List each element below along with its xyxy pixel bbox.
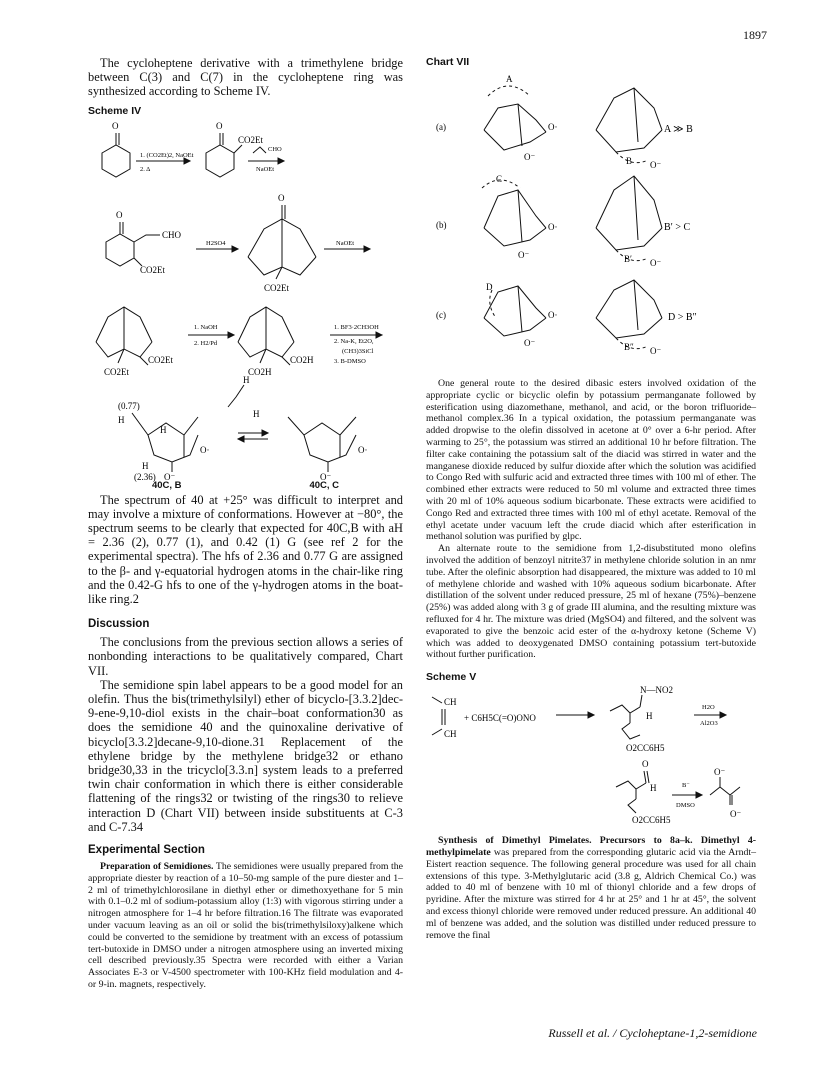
ketoester-o-label: O (216, 120, 223, 131)
row-c-ominus: O⁻ (524, 338, 536, 348)
o-label-r2b: O (278, 192, 285, 203)
o-minus-right: O⁻ (320, 471, 332, 482)
co2h-label-1: CO2H (290, 354, 314, 365)
scheme-v-h: H (646, 711, 653, 722)
scheme-v-o: O (642, 759, 649, 770)
chart-vii-diagram (426, 68, 756, 358)
experimental-heading: Experimental Section (88, 844, 205, 857)
row-c-letter2: B″ (624, 342, 634, 352)
h-mid-label: H (160, 424, 167, 435)
co2et-label-5: CO2Et (104, 366, 130, 377)
row-a-odot: O· (548, 122, 558, 132)
row-c-tag: (c) (436, 310, 446, 320)
conformer-twin-chair (288, 417, 356, 435)
row-b-letter: C (496, 174, 503, 184)
cho-label: CHO (162, 229, 182, 240)
row-a-letter: A (506, 74, 513, 84)
spectrum-paragraph: The spectrum of 40 at +25° was difficult to interpret and may involve a mixture of conformations. However at −80°, the spectrum seems to be clearly that expected for 40C,B with aH = 2.36 (2), 0.77 (1), and 0.42 (1) G (see ref 2 for the experimental spectra). The hfs of 2.36 and 0.77 G are assigned to the β- and γ-equatorial hydrogen atoms in the chair-like ring and the 0.42-G hfs to one of the γ-hydrogen atoms in the boat-like ring.2 (88, 492, 403, 607)
scheme-v-title: Scheme V (426, 671, 477, 684)
naoh-label: 1. NaOH (194, 323, 218, 331)
scheme-v-diagram (426, 683, 756, 825)
discussion-paragraph-1: The conclusions from the previous section allows a series of nonbonding interactions to be qualitatively compared, Chart VII. (88, 635, 403, 678)
label-40cb: 40C, B (151, 479, 182, 491)
naoet-1: NaOEt (256, 165, 275, 173)
scheme-iv-title: Scheme IV (88, 104, 142, 117)
o-label-r2a: O (116, 209, 123, 220)
h2so4-label: H2SO4 (206, 239, 226, 247)
row-b-ominus2: O⁻ (650, 258, 662, 268)
step-2b: (CH3)3SiCl (342, 347, 374, 355)
synthesis-paragraph (426, 835, 756, 941)
row-a-tag: (a) (436, 122, 446, 132)
row-c-odot: O· (548, 310, 558, 320)
row-c-letter: D (486, 282, 493, 292)
h-left-label: H (118, 414, 125, 425)
row-c-ominus2: O⁻ (650, 346, 662, 356)
row-b-ominus: O⁻ (518, 250, 530, 260)
h-bottom-label: H (142, 460, 149, 471)
experimental-text: The semidiones were usually prepared from the appropriate diester by reaction of a 10–50-mg sample of the pure diester and 1–2 ml of trimethylchlorosilane in diethyl ether or dimethoxyethane for 5 min with 0.1–0.2 ml of sodium-potassium alloy (1:3) with vigorous stirring under a nitrogen atmosphere for 1–4 hr before filtration.16 The filtrate was evaporated under vacuum leaving as an oil or solid the bis(trimethylsiloxy)alkene which could be converted to the semidione by treatment with an excess of potassium tert-butoxide in DMSO under a nitrogen atmosphere using an inverted mixing cell described previously.35 Spectra were recorded with either a Varian Associates E-3 or V-4500 spectrometer with 100-KHz field modulation and 4- or 9-in. magnets, respectively. (88, 861, 403, 991)
page-number: 1897 (743, 28, 767, 42)
co2et-label-2: CO2Et (140, 264, 166, 275)
experimental-paragraph (88, 861, 403, 991)
co2et-label-4: CO2Et (148, 354, 174, 365)
scheme-v-ch1: CH (444, 697, 457, 708)
chart-row-a (484, 86, 662, 163)
scheme-v-reagent: + C6H5C(=O)ONO (464, 713, 536, 724)
ketone-o-label: O (112, 120, 119, 131)
scheme-v-o-minus: O⁻ (714, 767, 726, 778)
co2et-label-1: CO2Et (238, 134, 264, 145)
synthesis-heading: Synthesis of Dimethyl Pimelates. Precursors to 8a–k. Dimethyl 4-methylpimelate (426, 835, 756, 858)
hfs-236: (2.36) (134, 471, 156, 482)
h-right-label: H (253, 408, 260, 419)
o-dot-right: O· (358, 444, 368, 455)
scheme-v-al2o3: Al2O3 (700, 720, 718, 728)
aldehyde-ketone-ring (106, 234, 134, 266)
h-top-label: H (243, 374, 250, 385)
row-b-letter2: B′ (624, 254, 632, 264)
scheme-v-ch2: CH (444, 729, 457, 740)
chart-row-c (484, 280, 662, 349)
benzoyl-nitrite-paragraph: An alternate route to the semidione from 1,2-disubstituted mono olefins involved the addition of benzoyl nitrite37 in methylene chloride solution in an nmr tube. After the olefinic absorption had disappeared, the mixture was added to 10 ml of methylene chloride and washed with 10% aqueous sodium bicarbonate. After distillation of the solvent under reduced pressure, 25 ml of hexane (75%)–benzene (25%) was added along with 3 g of grade III alumina, and the resulting mixture was refluxed for 4 hr. The mixture was dried (MgSO4) and filtered, and the solvent was evaporated to give the benzoic acid ester of the α-hydroxy ketone (Scheme V) which was added to deoxygenated DMSO containing potassium tert-butoxide without further purification. (426, 543, 756, 661)
co2h-label-2: CO2H (248, 366, 272, 377)
cyclohexanone-ring (102, 145, 130, 177)
keto-ester-ring (206, 145, 234, 177)
acrolein-cho: CHO (268, 145, 282, 153)
running-footer: Russell et al. / Cycloheptane-1,2-semidione (548, 1026, 757, 1040)
row-a-ominus: O⁻ (524, 152, 536, 162)
scheme-v-h2: H (650, 783, 657, 794)
scheme-v-nno2: N—NO2 (640, 685, 673, 696)
scheme-v-o2cc6h5: O2CC6H5 (626, 743, 665, 754)
chart-row-b (482, 176, 662, 261)
row-a-ominus2: O⁻ (650, 160, 662, 170)
scheme-iv-diagram (88, 117, 403, 482)
step-2: 2. Na-K, Et2O, (334, 337, 374, 345)
intro-paragraph: The cycloheptene derivative with a trimethylene bridge between C(3) and C(7) in the cycloheptene ring was synthesized according to Scheme IV. (88, 56, 403, 99)
scheme-v-h2o: H2O (702, 704, 715, 712)
co2et-label-3: CO2Et (264, 282, 290, 293)
row-b-compare: B′ > C (664, 222, 691, 233)
chart-vii-title: Chart VII (426, 56, 470, 68)
left-column (88, 56, 403, 991)
reagent-2: 2. Δ (140, 165, 151, 173)
reagent-1: 1. (CO2Et)2, NaOEt (140, 151, 194, 159)
o-minus-left: O⁻ (164, 471, 176, 482)
synthesis-text: was prepared from the corresponding glutaric acid via the Arndt–Eistert reaction sequence. The following general procedure was used for all chain extensions of this type. 3-Methylglutaric acid (3.8 g, Aldrich Chemical Co.) was added to 40 ml of benzene with 10 ml of thionyl chloride and a few drops of pyridine. After the mixture was stirred for 4 hr at 25° and 1 hr at 45°, the solvent and excess thionyl chloride were removed under reduced pressure. An additional 40 ml of benzene was added, and the solution was distilled under reduced pressure to remove the final (426, 846, 756, 941)
row-b-tag: (b) (436, 220, 447, 230)
row-b-odot: O· (548, 222, 558, 232)
step-3: 3. B-DMSO (334, 357, 366, 365)
naoet-2: NaOEt (336, 239, 355, 247)
oxidation-paragraph: One general route to the desired dibasic esters involved oxidation of the appropriate cyclic or bicyclic olefin by potassium permanganate followed by esterification using diazomethane, methanol, and acid, or the boron trifluoride–methanol complex.36 In a typical oxidation, the potassium permanganate was added dropwise to the olefin dissolved in acetone at 0° over a 6-hr period. After warming to 25°, the potassium was stirred an additional 10 hr before filtration. The filter cake containing the potassium salt of the diacid was stirred in water and the manganese dioxide reduced by sulfur dioxide after which the solution was acidified to Congo Red with sulfuric acid and extracted three times with 100 ml of ether. The combined ether extracts were reduced to 50 ml volume and extracted three times with 20 ml of 10% aqueous sodium bicarbonate. These extracts were acidified to Congo Red and extracted three times with 100 ml of ethyl acetate. Removal of the ethyl acetate under vacuum left the crude diacid which after esterification in methanol solution was purified by glpc. (426, 378, 756, 543)
h2pd-label: 2. H2/Pd (194, 339, 218, 347)
row-c-compare: D > B″ (668, 312, 697, 323)
discussion-heading: Discussion (88, 618, 150, 631)
scheme-v-dmso: DMSO (676, 802, 695, 810)
step-1: 1. BF3·2CH3OH (334, 323, 379, 331)
o-dot-left: O· (200, 444, 210, 455)
scheme-v-base: B⁻ (682, 782, 690, 790)
row-a-compare: A ≫ B (664, 124, 693, 135)
experimental-lead: Preparation of Semidiones. (100, 861, 214, 873)
scheme-v-o2cc6h5-2: O2CC6H5 (632, 815, 671, 826)
hfs-077: (0.77) (118, 400, 140, 411)
right-column (426, 56, 756, 941)
discussion-paragraph-2: The semidione spin label appears to be a good model for an olefin. Thus the bis(trimethylsilyl) ether of bicyclo-[3.3.2]dec-9-ene-9,10-diol exists in the chair–boat conformation30 as does the semidione 40 and the quinoxaline derivative of bicyclo[3.3.2]decane-9,10-dione.31 Replacement of the ethylene bridge by the methylene bridge32 or ethano bridge30,33 in the tricyclo[3.3.n] system leads to a preferred twin chair conformation in which there is either considerable flattening of the rings32 or twisting of the rings30 to relieve interaction D (Chart VII) between inside substituents at C-3 and C-7.34 (88, 677, 403, 834)
label-40cc: 40C, C (309, 479, 340, 491)
scheme-v-o-minus-2: O⁻ (730, 809, 742, 820)
row-a-letter2: B (626, 156, 633, 166)
